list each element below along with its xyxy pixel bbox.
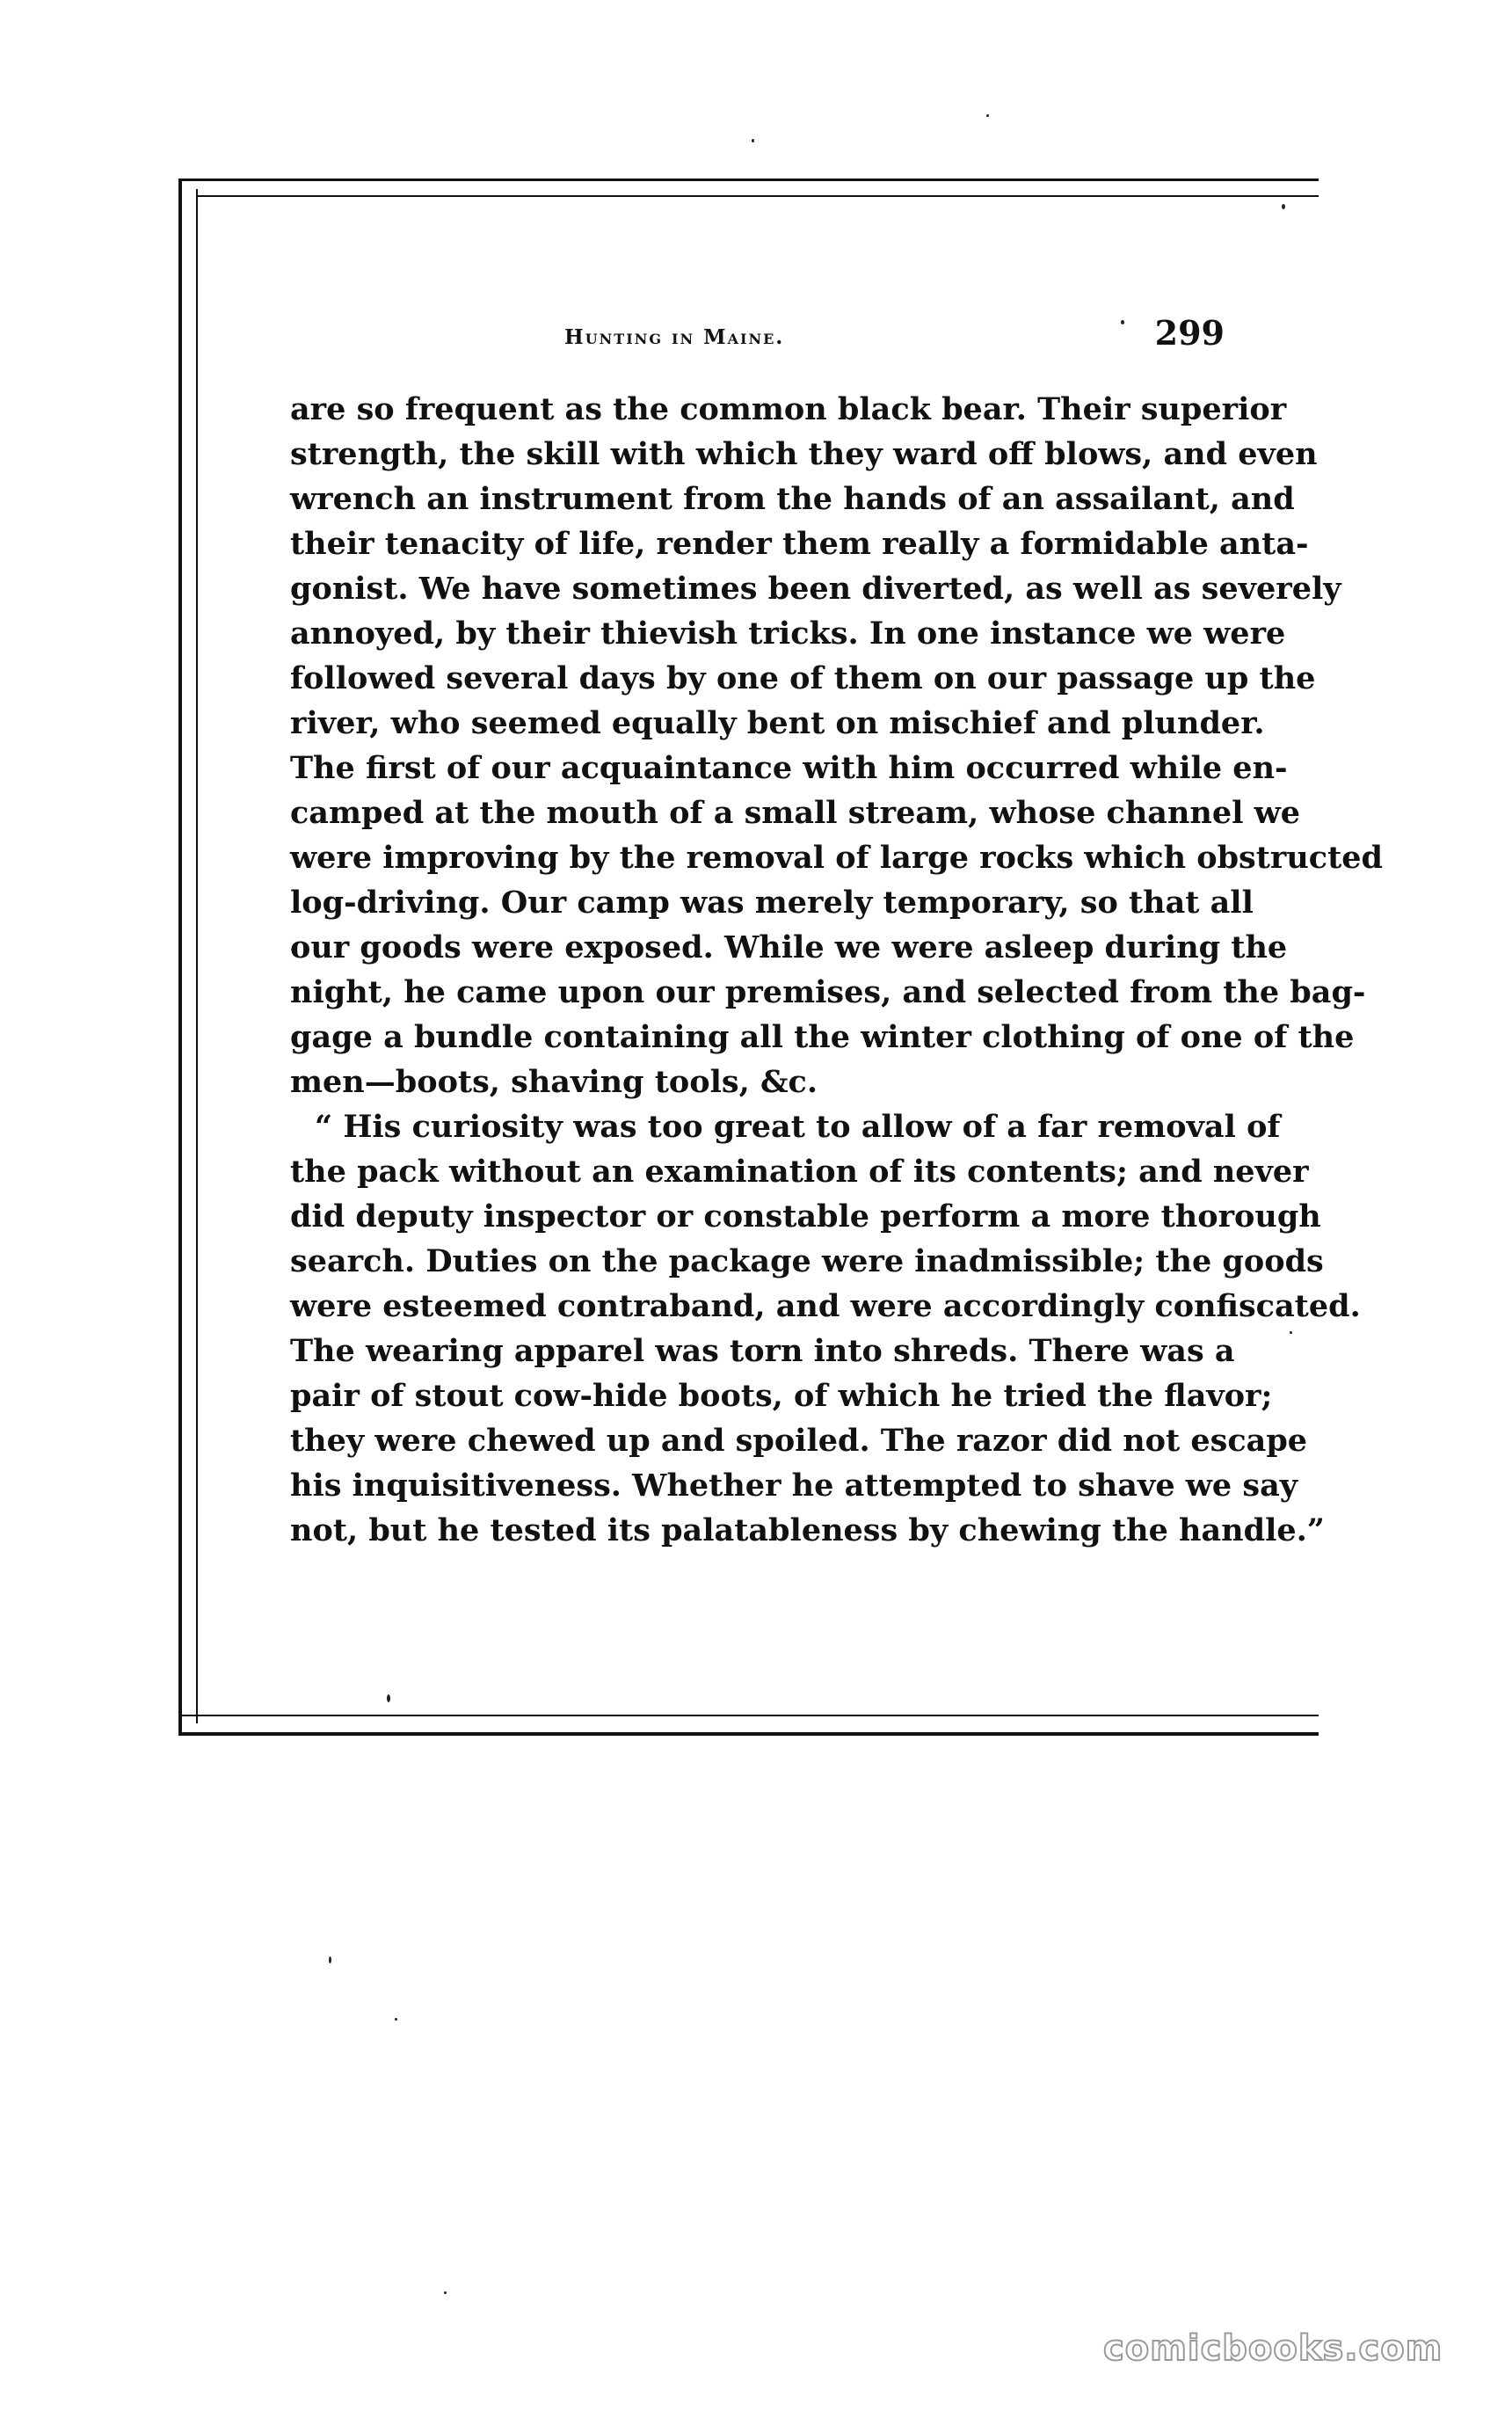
text-line: log-driving. Our camp was merely temporary, so that all <box>290 885 1254 921</box>
running-head <box>290 313 1226 357</box>
page-frame-top-inner <box>196 195 1319 197</box>
text-line: night, he came upon our premises, and selected from the bag- <box>290 974 1366 1010</box>
page-frame-left-inner <box>196 189 198 1723</box>
text-line: The wearing apparel was torn into shreds. There was a <box>290 1333 1235 1369</box>
text-line: search. Duties on the package were inadmissible; the goods <box>290 1243 1324 1279</box>
ink-speck <box>752 139 754 142</box>
ink-speck <box>387 1694 390 1702</box>
text-line: men—boots, shaving tools, &c. <box>290 1064 818 1100</box>
ink-speck <box>395 2018 397 2021</box>
text-line: river, who seemed equally bent on mischief and plunder. <box>290 705 1265 741</box>
text-line: they were chewed up and spoiled. The razor did not escape <box>290 1423 1308 1459</box>
text-line: gage a bundle containing all the winter clothing of one of the <box>290 1019 1355 1055</box>
paragraph-1 <box>290 387 1384 1104</box>
ink-speck <box>986 114 989 117</box>
text-line: pair of stout cow-hide boots, of which he tried the flavor; <box>290 1378 1273 1414</box>
text-line: annoyed, by their thievish tricks. In one instance we were <box>290 615 1286 652</box>
text-line: The first of our acquaintance with him occurred while en- <box>290 750 1288 786</box>
text-line: camped at the mouth of a small stream, whose channel we <box>290 795 1301 831</box>
text-line: were esteemed contraband, and were accordingly confiscated. <box>290 1288 1361 1324</box>
running-title: Hunting in Maine. <box>564 325 785 349</box>
page-frame-bottom-outer <box>178 1732 1319 1736</box>
page-frame-bottom-inner <box>178 1715 1319 1716</box>
text-line: wrench an instrument from the hands of an assailant, and <box>290 481 1295 517</box>
page-number: 299 <box>1154 313 1225 353</box>
text-line: strength, the skill with which they ward off blows, and even <box>290 436 1318 472</box>
text-line: were improving by the removal of large rocks which obstructed <box>290 840 1384 876</box>
text-line: our goods were exposed. While we were asleep during the <box>290 929 1288 965</box>
text-line: the pack without an examination of its contents; and never <box>290 1154 1309 1190</box>
watermark: comicbooks.com <box>1103 2328 1443 2369</box>
ink-speck <box>444 2291 447 2294</box>
text-line: not, but he tested its palatableness by chewing the handle.” <box>290 1512 1325 1548</box>
page-frame-top-outer <box>178 178 1319 181</box>
text-line: followed several days by one of them on our passage up the <box>290 660 1316 696</box>
ink-speck <box>329 1956 331 1963</box>
text-line: their tenacity of life, render them really a formidable anta- <box>290 526 1309 562</box>
page-frame-left-outer <box>178 178 182 1735</box>
text-line: “ His curiosity was too great to allow of a far removal of <box>315 1109 1281 1145</box>
body-text <box>290 387 1384 1553</box>
ink-speck <box>1290 1331 1292 1334</box>
ink-speck <box>1282 204 1285 209</box>
text-line: did deputy inspector or constable perform a more thorough <box>290 1198 1321 1235</box>
text-line: gonist. We have sometimes been diverted, as well as severely <box>290 571 1341 607</box>
text-line: his inquisitiveness. Whether he attempted to shave we say <box>290 1468 1298 1504</box>
paragraph-2 <box>290 1104 1361 1553</box>
text-line: are so frequent as the common black bear. Their superior <box>290 391 1287 427</box>
